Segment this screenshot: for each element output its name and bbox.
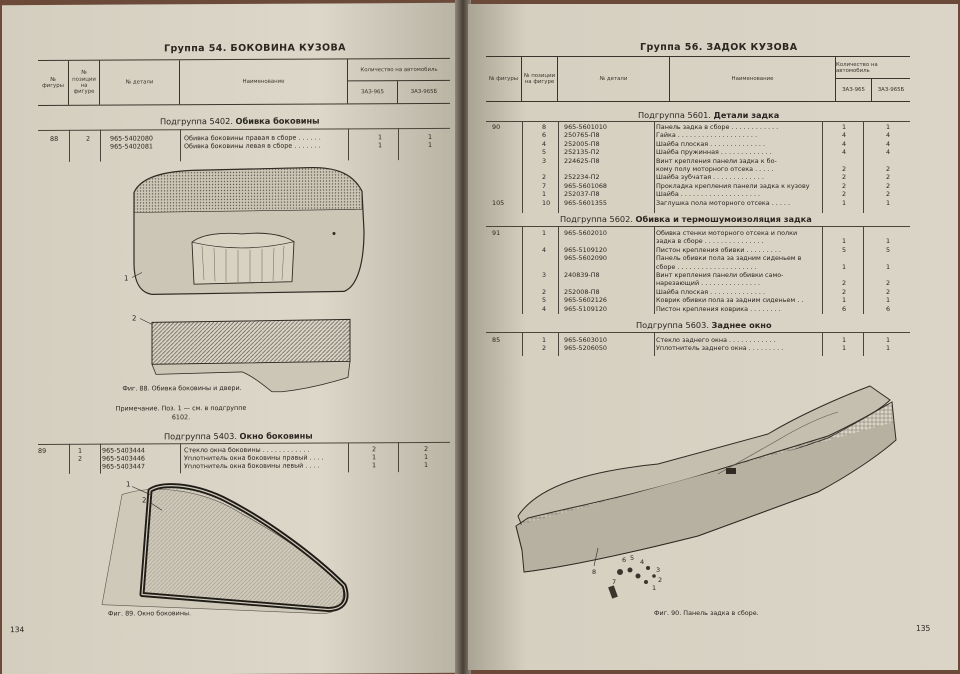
cell-part: 252234-П2 bbox=[564, 173, 600, 182]
header-model-b: ЗАЗ-965Б bbox=[410, 88, 438, 96]
cell-pos: 4 bbox=[542, 304, 547, 313]
cell-name: Стекло окна боковины . . . . . . . . . . . . bbox=[184, 445, 310, 455]
cell-part: 252037-П8 bbox=[564, 190, 600, 199]
cell-qty-a: 1 bbox=[842, 123, 847, 131]
cell-part: 240839-П8 bbox=[564, 271, 600, 279]
fig89-label-1: 1 bbox=[126, 480, 131, 489]
fig90-caption: Фиг. 90. Панель задка в сборе. bbox=[654, 609, 759, 617]
right-subgroup-5601 bbox=[638, 110, 779, 120]
cell-part: 252005-П8 bbox=[564, 139, 600, 148]
cell-pos: 3 bbox=[542, 156, 547, 165]
table-row bbox=[486, 288, 910, 296]
cell-name: Заглушка пола моторного отсека . . . . . bbox=[656, 198, 790, 207]
table-row bbox=[486, 279, 910, 287]
divider bbox=[486, 226, 910, 227]
header-name: Наименование bbox=[670, 57, 836, 101]
table-row bbox=[486, 254, 910, 262]
cell-qty-a: 2 bbox=[842, 190, 847, 199]
header-pos-no: № позиции на фигуре bbox=[522, 57, 558, 101]
fig88-note: Примечание. Поз. 1 — см. в подгруппе 6102. bbox=[115, 403, 247, 421]
cell-part: 965-5403444 bbox=[102, 446, 145, 455]
table-row bbox=[486, 123, 910, 131]
cell-name: Обивка боковины левая в сборе . . . . . . . bbox=[184, 141, 321, 151]
cell-pos: 2 bbox=[86, 134, 91, 143]
cell-qty-a: 5 bbox=[842, 245, 847, 254]
header-qty-label: Количество на автомобиль bbox=[348, 59, 450, 82]
table-row bbox=[486, 263, 910, 271]
cell-qty-b: 1 bbox=[886, 344, 891, 353]
fig88-door-trim-illustration bbox=[122, 313, 362, 394]
fig90-label-4: 4 bbox=[640, 558, 645, 566]
cell-qty-a: 2 bbox=[372, 445, 377, 454]
cell-qty-b: 2 bbox=[886, 165, 891, 173]
cell-part: 965-5206050 bbox=[564, 344, 607, 353]
fig90-label-8: 8 bbox=[592, 568, 597, 576]
cell-name: Обивка стенки моторного отсека и полки bbox=[656, 229, 798, 237]
table-row bbox=[486, 131, 910, 139]
cell-part: 965-5601355 bbox=[564, 198, 607, 207]
fig90-rear-panel-illustration bbox=[498, 376, 898, 616]
subgroup-number: Подгруппа 5402. bbox=[160, 115, 233, 127]
cell-pos: 1 bbox=[78, 446, 83, 455]
cell-qty-b: 2 bbox=[886, 279, 891, 288]
cell-qty-b: 5 bbox=[886, 245, 891, 254]
table-row bbox=[486, 237, 910, 245]
cell-name: кому полу моторного отсека . . . . . bbox=[656, 165, 774, 173]
fig90-label-5: 5 bbox=[630, 554, 635, 562]
left-group-title: Группа 54. БОКОВИНА КУЗОВА bbox=[164, 42, 346, 55]
cell-qty-b: 4 bbox=[886, 131, 891, 140]
table-row bbox=[486, 165, 910, 173]
cell-qty-a: 1 bbox=[842, 198, 847, 207]
cell-qty-a: 1 bbox=[842, 262, 847, 271]
cell-pos: 5 bbox=[542, 148, 547, 157]
cell-qty-a: 1 bbox=[372, 453, 377, 462]
cell-qty-a: 1 bbox=[842, 237, 847, 246]
header-model-b: ЗАЗ-965Б bbox=[877, 87, 905, 93]
right-subgroup-5603 bbox=[636, 320, 772, 330]
cell-qty-b: 2 bbox=[886, 287, 891, 296]
table-row bbox=[486, 336, 910, 344]
header-model-a: ЗАЗ-965 bbox=[836, 79, 872, 101]
cell-part: 965-5403447 bbox=[102, 462, 145, 471]
cell-qty-a: 4 bbox=[842, 131, 847, 140]
fig88-side-trim-illustration bbox=[112, 161, 372, 302]
cell-part: 224625-П8 bbox=[564, 156, 600, 165]
cell-qty-b: 1 bbox=[424, 452, 429, 461]
header-fig-no: № фигуры bbox=[38, 61, 69, 105]
cell-pos: 6 bbox=[542, 131, 547, 140]
cell-fig: 89 bbox=[38, 446, 47, 456]
subgroup-title: Обивка боковины bbox=[235, 115, 320, 126]
subgroup-title: Окно боковины bbox=[239, 430, 313, 441]
cell-pos: 2 bbox=[78, 454, 83, 463]
fig88-label-2: 2 bbox=[132, 314, 137, 323]
cell-qty-a: 2 bbox=[842, 181, 847, 190]
divider bbox=[486, 332, 910, 333]
table-row bbox=[486, 344, 910, 352]
cell-qty-a: 2 bbox=[842, 165, 847, 173]
cell-qty-b: 1 bbox=[886, 198, 891, 207]
cell-part: 965-5601068 bbox=[564, 181, 607, 190]
header-model-a: ЗАЗ-965 bbox=[348, 81, 398, 103]
left-page-number: 134 bbox=[10, 625, 25, 635]
cell-qty-a: 2 bbox=[842, 287, 847, 296]
cell-name: Гайка . . . . . . . . . . . . . . . . . . . . bbox=[656, 131, 757, 140]
cell-name: Панель задка в сборе . . . . . . . . . . . . bbox=[656, 123, 779, 131]
cell-qty-b: 2 bbox=[886, 181, 891, 190]
cell-fig: 90 bbox=[492, 123, 501, 131]
cell-qty-a: 1 bbox=[378, 141, 383, 150]
table-row bbox=[486, 271, 910, 279]
cell-name: Стекло заднего окна . . . . . . . . . . . . bbox=[656, 336, 776, 344]
cell-qty-b: 1 bbox=[886, 336, 891, 344]
header-part-no: № детали bbox=[100, 60, 180, 104]
subgroup-number: Подгруппа 5601. bbox=[638, 110, 711, 120]
cell-pos: 10 bbox=[542, 198, 551, 207]
cell-pos: 8 bbox=[542, 123, 547, 131]
cell-qty-a: 6 bbox=[842, 304, 847, 313]
cell-part: 965-5109120 bbox=[564, 245, 607, 254]
cell-part: 965-5402081 bbox=[110, 142, 153, 151]
cell-qty-b: 6 bbox=[886, 304, 891, 313]
table-row bbox=[38, 141, 450, 151]
fig88-label-1: 1 bbox=[124, 274, 129, 283]
cell-qty-b: 4 bbox=[886, 148, 891, 157]
fig89-side-window-illustration bbox=[92, 473, 372, 619]
subgroup-number: Подгруппа 5403. bbox=[164, 430, 237, 442]
cell-qty-b: 2 bbox=[886, 173, 891, 182]
cell-qty-b: 1 bbox=[424, 460, 429, 469]
cell-qty-b: 1 bbox=[428, 132, 433, 141]
cell-name: Винт крепления панели обивки само- bbox=[656, 271, 784, 279]
fig90-label-1: 1 bbox=[652, 584, 657, 592]
cell-name: Шайба пружинная . . . . . . . . . . . . . bbox=[656, 148, 772, 157]
cell-qty-b: 2 bbox=[424, 444, 429, 453]
cell-pos: 2 bbox=[542, 173, 547, 182]
cell-part: 965-5602010 bbox=[564, 229, 607, 237]
cell-part: 965-5402080 bbox=[110, 134, 153, 143]
cell-qty-b: 1 bbox=[886, 123, 891, 131]
table-row bbox=[486, 140, 910, 148]
cell-qty-a: 1 bbox=[378, 133, 383, 142]
cell-part: 965-5403446 bbox=[102, 454, 145, 463]
cell-fig: 105 bbox=[492, 198, 505, 207]
divider bbox=[486, 121, 910, 122]
cell-part: 965-5602090 bbox=[564, 254, 607, 263]
cell-qty-b: 1 bbox=[886, 237, 891, 246]
cell-name: Шайба . . . . . . . . . . . . . . . . . . . . bbox=[656, 190, 761, 199]
header-part-no: № детали bbox=[558, 57, 670, 101]
cell-name: Уплотнитель окна боковины левый . . . . bbox=[184, 461, 320, 471]
cell-pos: 2 bbox=[542, 344, 547, 353]
right-page-number: 135 bbox=[916, 624, 931, 633]
fig90-label-2: 2 bbox=[658, 576, 663, 584]
cell-name: Шайба зубчатая . . . . . . . . . . . . . bbox=[656, 173, 764, 182]
header-name: Наименование bbox=[180, 59, 348, 104]
fig90-label-7: 7 bbox=[612, 578, 617, 586]
header-pos-no: № позиции на фигуре bbox=[69, 61, 100, 105]
table-row bbox=[486, 148, 910, 156]
cell-name: нарезающий . . . . . . . . . . . . . . . bbox=[656, 279, 761, 288]
left-subgroup-5403 bbox=[164, 431, 313, 442]
fig90-label-6: 6 bbox=[622, 556, 627, 564]
left-table-header bbox=[38, 58, 450, 106]
subgroup-title: Детали задка bbox=[713, 110, 780, 120]
cell-pos: 4 bbox=[542, 139, 547, 148]
cell-name: Коврик обивки пола за задним сиденьем . . bbox=[656, 296, 804, 305]
right-page bbox=[468, 4, 958, 670]
cell-part: 965-5603010 bbox=[564, 336, 607, 344]
cell-fig: 91 bbox=[492, 229, 501, 237]
table-row bbox=[486, 296, 910, 304]
cell-qty-a: 2 bbox=[842, 279, 847, 288]
cell-qty-b: 1 bbox=[886, 296, 891, 305]
cell-part: 250765-П8 bbox=[564, 131, 600, 140]
header-qty bbox=[348, 59, 450, 104]
cell-name: сборе . . . . . . . . . . . . . . . . . . . . bbox=[656, 262, 757, 271]
subgroup-title: Обивка и термошумоизоляция задка bbox=[635, 214, 812, 224]
cell-name: задка в сборе . . . . . . . . . . . . . . . bbox=[656, 237, 764, 246]
cell-pos: 7 bbox=[542, 181, 547, 190]
cell-qty-a: 1 bbox=[372, 461, 377, 470]
table-row bbox=[38, 461, 450, 471]
cell-fig: 85 bbox=[492, 336, 501, 344]
cell-pos: 1 bbox=[542, 190, 547, 199]
cell-part: 252008-П8 bbox=[564, 287, 600, 296]
fig90-label-3: 3 bbox=[656, 566, 661, 574]
table-row bbox=[486, 182, 910, 190]
subgroup-title: Заднее окно bbox=[711, 320, 772, 330]
cell-pos: 5 bbox=[542, 296, 547, 305]
table-row bbox=[486, 305, 910, 313]
cell-part: 965-5109120 bbox=[564, 304, 607, 313]
cell-name: Винт крепления панели задка к бо- bbox=[656, 156, 777, 165]
cell-name: Шайба плоская . . . . . . . . . . . . . . bbox=[656, 139, 765, 148]
header-qty-label: Количество на автомобиль bbox=[836, 57, 910, 79]
cell-qty-a: 1 bbox=[842, 336, 847, 344]
table-row bbox=[486, 190, 910, 198]
right-table-header bbox=[486, 56, 910, 102]
cell-pos: 1 bbox=[542, 229, 547, 237]
cell-qty-a: 2 bbox=[842, 173, 847, 182]
cell-fig: 88 bbox=[50, 134, 59, 143]
left-page bbox=[2, 3, 457, 674]
fig89-label-2: 2 bbox=[142, 496, 147, 505]
cell-pos: 1 bbox=[542, 336, 547, 344]
cell-qty-b: 1 bbox=[428, 140, 433, 149]
table-row bbox=[486, 173, 910, 181]
cell-qty-a: 4 bbox=[842, 148, 847, 157]
table-row bbox=[486, 199, 910, 207]
right-group-title: Группа 56. ЗАДОК КУЗОВА bbox=[640, 42, 798, 53]
cell-pos: 2 bbox=[542, 287, 547, 296]
cell-name: Уплотнитель окна боковины правый . . . . bbox=[184, 453, 324, 463]
cell-pos: 3 bbox=[542, 271, 547, 279]
right-subgroup-5602 bbox=[560, 214, 812, 224]
cell-part: 965-5602126 bbox=[564, 296, 607, 305]
cell-name: Обивка боковины правая в сборе . . . . . . bbox=[184, 133, 321, 143]
cell-name: Пистон крепления коврика . . . . . . . . bbox=[656, 304, 781, 313]
cell-qty-b: 2 bbox=[886, 190, 891, 199]
cell-qty-a: 1 bbox=[842, 344, 847, 353]
table-row bbox=[486, 157, 910, 165]
cell-name: Уплотнитель заднего окна . . . . . . . . . bbox=[656, 344, 784, 353]
cell-part: 965-5601010 bbox=[564, 123, 607, 131]
left-subgroup-5402 bbox=[160, 116, 320, 127]
header-fig-no: № фигуры bbox=[486, 57, 522, 101]
fig89-caption: Фиг. 89. Окно боковины. bbox=[108, 609, 192, 618]
header-qty bbox=[836, 57, 910, 101]
cell-part: 252135-П2 bbox=[564, 148, 600, 157]
cell-name: Шайба плоская . . . . . . . . . . . . . . bbox=[656, 287, 765, 296]
cell-qty-b: 4 bbox=[886, 139, 891, 148]
cell-name: Панель обивки пола за задним сиденьем в bbox=[656, 254, 802, 263]
subgroup-number: Подгруппа 5603. bbox=[636, 320, 709, 330]
table-row bbox=[486, 246, 910, 254]
cell-qty-a: 1 bbox=[842, 296, 847, 305]
cell-pos: 4 bbox=[542, 245, 547, 254]
table-row bbox=[486, 229, 910, 237]
cell-name: Пистон крепления обивки . . . . . . . . . bbox=[656, 245, 781, 254]
cell-qty-b: 1 bbox=[886, 262, 891, 271]
fig88-caption: Фиг. 88. Обивка боковины и двери. bbox=[122, 383, 242, 393]
cell-qty-a: 4 bbox=[842, 139, 847, 148]
cell-name: Прокладка крепления панели задка к кузову bbox=[656, 181, 810, 190]
subgroup-number: Подгруппа 5602. bbox=[560, 214, 633, 224]
